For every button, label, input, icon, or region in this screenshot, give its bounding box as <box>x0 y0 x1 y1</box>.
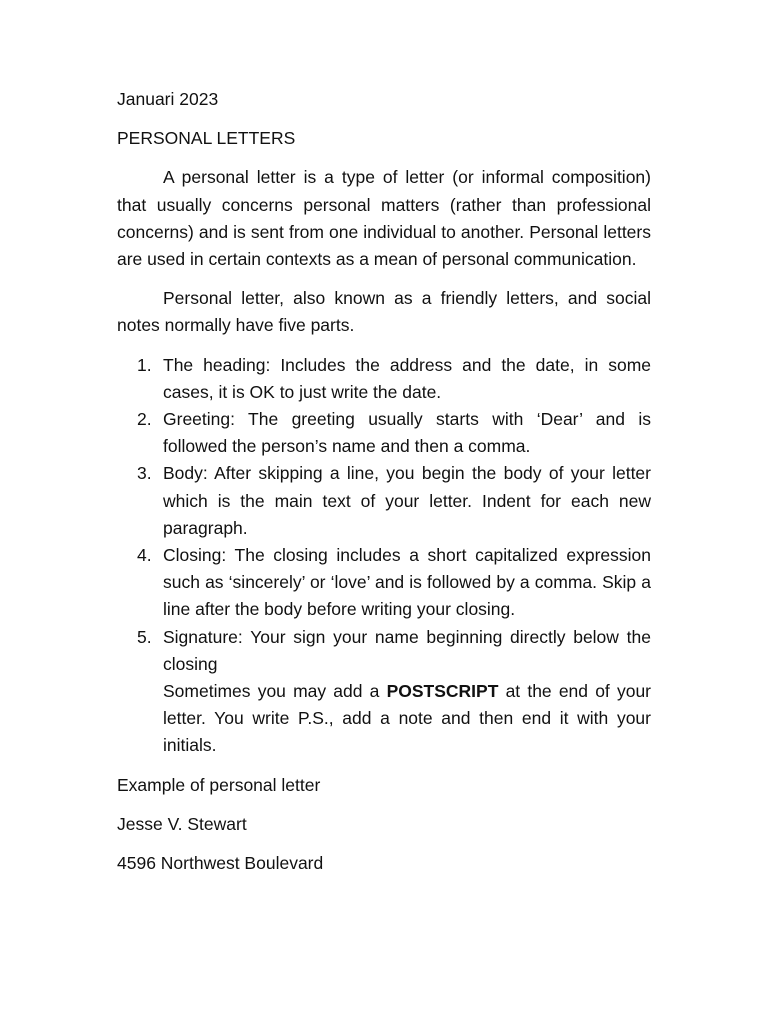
example-sender-name: Jesse V. Stewart <box>117 813 247 834</box>
document-title: PERSONAL LETTERS <box>117 128 296 149</box>
list-item-text: Body: After skipping a line, you begin the body of your letter which is the main text of your letter. Indent for each new paragraph. <box>163 463 651 538</box>
list-item <box>137 352 651 406</box>
list-item-text: Signature: Your sign your name beginning directly below the closing <box>163 626 651 674</box>
example-heading: Example of personal letter <box>117 774 321 795</box>
postscript-keyword: POSTSCRIPT <box>386 681 499 702</box>
list-item-number: 2. <box>137 409 152 430</box>
list-item <box>137 542 651 624</box>
list-item-number: 4. <box>137 545 152 566</box>
list-item <box>137 460 651 542</box>
letter-parts-list <box>117 352 651 760</box>
list-item-number: 5. <box>137 626 152 647</box>
list-item <box>137 624 651 760</box>
list-item-number: 1. <box>137 354 152 375</box>
document-date: Januari 2023 <box>117 89 219 109</box>
parts-intro-paragraph: Personal letter, also known as a friendly letters, and social notes normally have five parts. <box>117 288 651 336</box>
list-item <box>137 406 651 460</box>
example-sender-address: 4596 Northwest Boulevard <box>117 853 324 874</box>
postscript-text-before: Sometimes you may add a <box>163 681 387 702</box>
list-item-text: Greeting: The greeting usually starts with ‘Dear’ and is followed the person’s name and then a comma. <box>163 409 651 457</box>
list-item-text: Closing: The closing includes a short capitalized expression such as ‘sincerely’ or ‘love’ and is followed by a comma. Skip a line after the body before writing your closing. <box>163 545 651 620</box>
list-item-text: The heading: Includes the address and the date, in some cases, it is OK to just write the date. <box>163 354 651 402</box>
intro-paragraph: A personal letter is a type of letter (or informal composition) that usually concerns personal matters (rather than professional concerns) and is sent from one individual to another. Personal letters are used in certain contexts as a mean of personal communication. <box>117 167 651 270</box>
postscript-note <box>163 678 651 760</box>
postscript-text-after: at the end of your letter. You write P.S., add a note and then end it with your initials. <box>163 681 651 756</box>
list-item-number: 3. <box>137 463 152 484</box>
